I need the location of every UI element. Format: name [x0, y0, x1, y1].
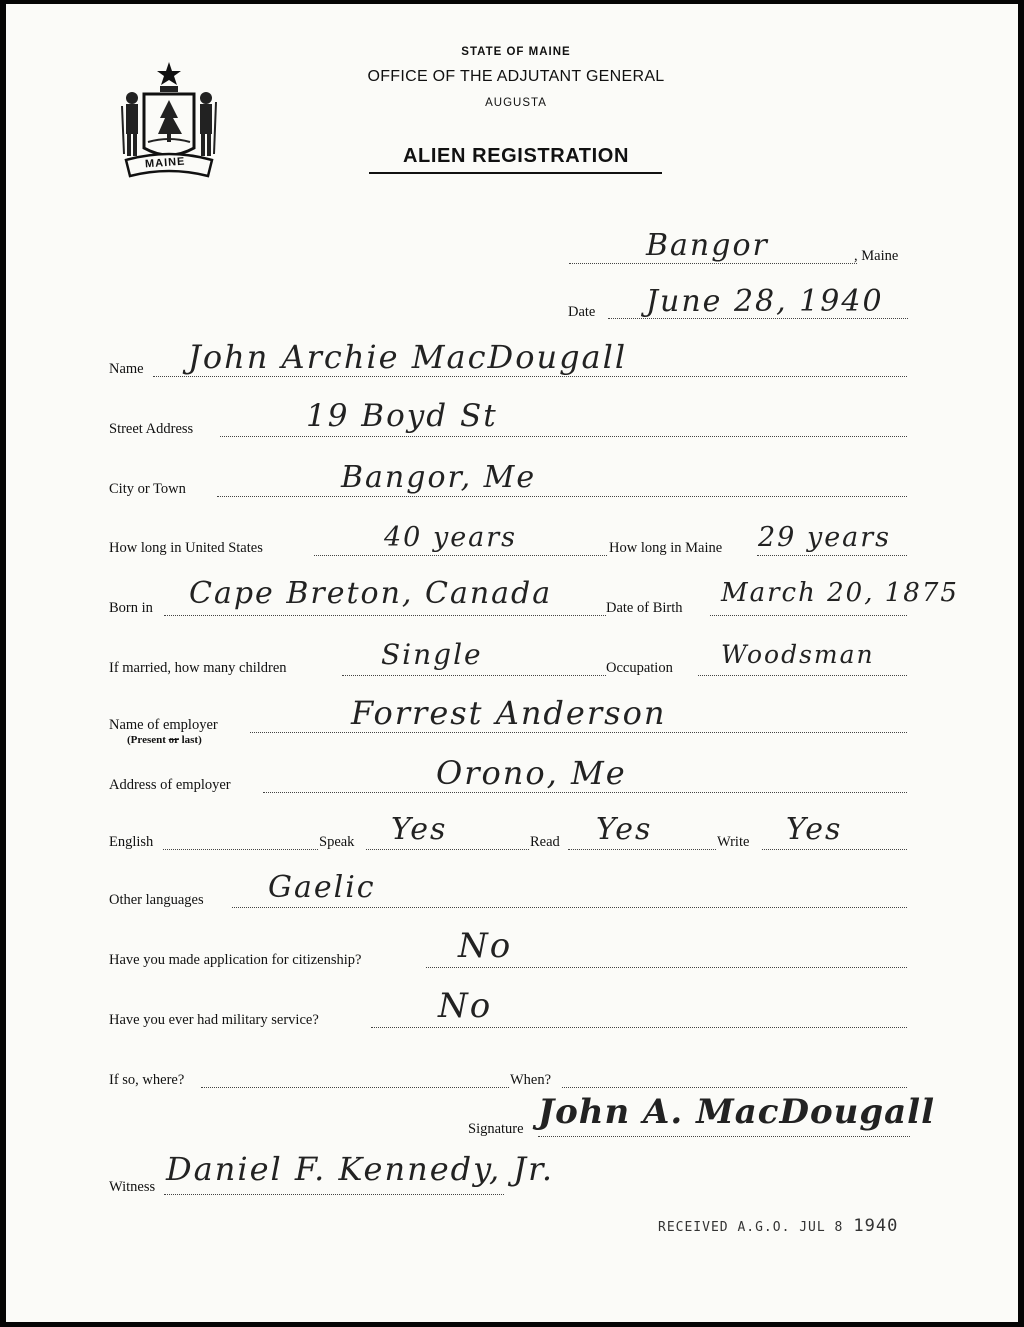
received-stamp — [658, 1216, 898, 1236]
received-stamp-year: 1940 — [853, 1216, 899, 1236]
name-line — [153, 376, 907, 377]
read-value: Yes — [596, 812, 653, 847]
date-value: June 28, 1940 — [646, 284, 884, 319]
how-long-maine-value: 29 years — [758, 522, 892, 553]
how-long-us-value: 40 years — [384, 522, 518, 553]
employer-label: Name of employer — [109, 717, 218, 733]
witness-line — [164, 1194, 504, 1195]
registration-form — [6, 4, 1018, 1322]
place-value: Bangor — [646, 228, 769, 263]
speak-value: Yes — [391, 812, 448, 847]
when-line — [562, 1087, 907, 1088]
children-label: If married, how many children — [109, 660, 287, 676]
date-label: Date — [568, 304, 596, 320]
office-heading: OFFICE OF THE ADJUTANT GENERAL — [367, 68, 665, 85]
signature-label: Signature — [468, 1121, 524, 1137]
other-languages-value: Gaelic — [268, 870, 376, 905]
city-heading: AUGUSTA — [485, 97, 547, 109]
other-languages-line — [232, 907, 907, 908]
write-value: Yes — [786, 812, 843, 847]
children-value: Single — [381, 638, 483, 671]
write-label: Write — [717, 834, 750, 850]
street-value: 19 Boyd St — [306, 398, 498, 434]
employer-line — [250, 732, 907, 733]
signature-line — [538, 1136, 910, 1137]
employer-sub-present: (Present — [127, 734, 166, 746]
employer-address-line — [263, 792, 907, 793]
citizenship-value: No — [458, 926, 513, 966]
military-label: Have you ever had military service? — [109, 1012, 319, 1028]
signature-value: John A. MacDougall — [538, 1092, 935, 1132]
received-stamp-text: RECEIVED A.G.O. JUL 8 — [658, 1220, 844, 1235]
employer-address-label: Address of employer — [109, 777, 231, 793]
state-heading: STATE OF MAINE — [461, 46, 571, 58]
how-long-us-line — [314, 555, 607, 556]
children-line — [342, 675, 606, 676]
born-in-line — [164, 615, 606, 616]
place-suffix: , Maine — [854, 248, 899, 264]
citizenship-label: Have you made application for citizenship? — [109, 952, 362, 968]
seal-banner-text: MAINE — [144, 155, 186, 171]
how-long-maine-label: How long in Maine — [609, 540, 723, 556]
employer-address-value: Orono, Me — [436, 754, 627, 792]
born-in-value: Cape Breton, Canada — [189, 576, 553, 611]
english-line — [163, 849, 318, 850]
how-long-maine-line — [757, 555, 907, 556]
employer-value: Forrest Anderson — [351, 694, 667, 732]
write-line — [762, 849, 907, 850]
employer-sub-last: last) — [181, 734, 202, 746]
when-label: When? — [510, 1072, 552, 1088]
occupation-value: Woodsman — [721, 640, 875, 669]
read-label: Read — [530, 834, 560, 850]
speak-line — [366, 849, 529, 850]
dob-value: March 20, 1875 — [721, 578, 959, 608]
employer-sublabel — [127, 734, 202, 746]
name-label: Name — [109, 361, 144, 377]
english-label: English — [109, 834, 154, 850]
read-line — [568, 849, 716, 850]
where-label: If so, where? — [109, 1072, 185, 1088]
witness-value: Daniel F. Kennedy, Jr. — [166, 1150, 555, 1188]
citizenship-line — [426, 967, 907, 968]
occupation-label: Occupation — [606, 660, 673, 676]
speak-label: Speak — [319, 834, 355, 850]
occupation-line — [698, 675, 907, 676]
military-value: No — [438, 986, 493, 1026]
title-underline — [369, 172, 662, 174]
military-line — [371, 1027, 907, 1028]
name-value: John Archie MacDougall — [188, 338, 628, 376]
city-value: Bangor, Me — [341, 460, 537, 495]
street-label: Street Address — [109, 421, 194, 437]
place-line — [569, 263, 857, 264]
city-line — [217, 496, 907, 497]
dob-label: Date of Birth — [606, 600, 683, 616]
employer-sub-or: or — [168, 734, 179, 746]
witness-label: Witness — [109, 1179, 156, 1195]
city-label: City or Town — [109, 481, 186, 497]
dob-line — [710, 615, 907, 616]
form-title: ALIEN REGISTRATION — [403, 145, 629, 167]
how-long-us-label: How long in United States — [109, 540, 263, 556]
street-line — [220, 436, 907, 437]
born-in-label: Born in — [109, 600, 153, 616]
other-languages-label: Other languages — [109, 892, 204, 908]
where-line — [201, 1087, 509, 1088]
